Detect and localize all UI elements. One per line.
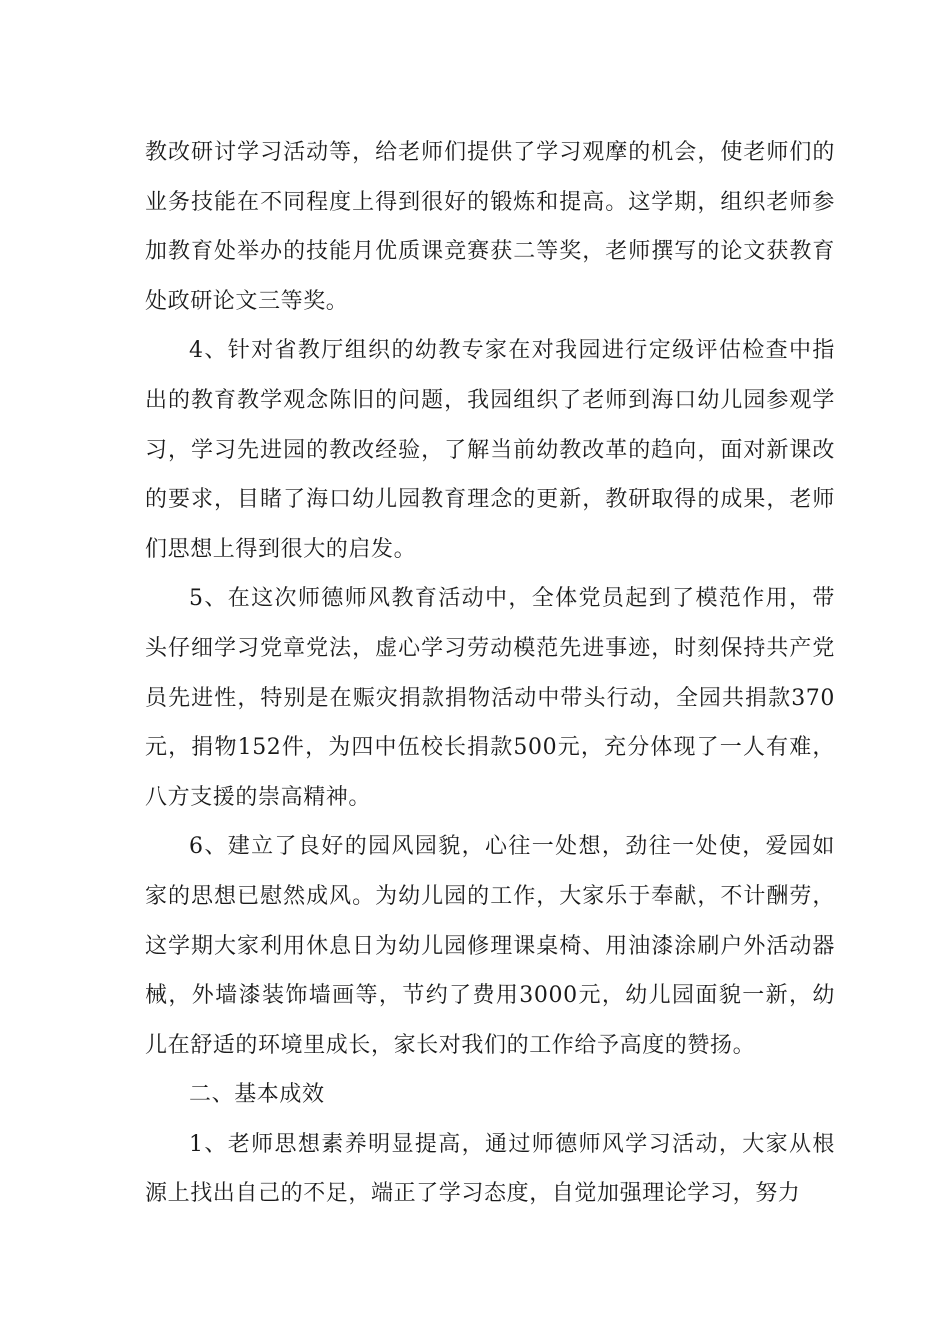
document-body (145, 128, 835, 1219)
paragraph-continued: 教改研讨学习活动等，给老师们提供了学习观摩的机会，使老师们的业务技能在不同程度上得到很好的锻炼和提高。这学期，组织老师参加教育处举办的技能月优质课竞赛获二等奖，老师撰写的论文获教育处政研论文三等奖。 (145, 140, 835, 314)
paragraph-item-4: 4、针对省教厅组织的幼教专家在对我园进行定级评估检查中指出的教育教学观念陈旧的问题，我园组织了老师到海口幼儿园参观学习，学习先进园的教改经验，了解当前幼教改革的趋向，面对新课改的要求，目睹了海口幼儿园教育理念的更新，教研取得的成果，老师们思想上得到很大的启发。 (145, 338, 835, 562)
section-heading-basic-results: 二、基本成效 (189, 1082, 325, 1108)
paragraph-item-5: 5、在这次师德师风教育活动中，全体党员起到了模范作用，带头仔细学习党章党法，虚心学习劳动模范先进事迹，时刻保持共产党员先进性，特别是在赈灾捐款捐物活动中带头行动，全园共捐款370元，捐物152件，为四中伍校长捐款500元，充分体现了一人有难，八方支援的崇高精神。 (145, 586, 835, 810)
paragraph-item-6: 6、建立了良好的园风园貌，心往一处想，劲往一处使，爱园如家的思想已慰然成风。为幼儿园的工作，大家乐于奉献，不计酬劳，这学期大家利用休息日为幼儿园修理课桌椅、用油漆涂刷户外活动器械，外墙漆装饰墙画等，节约了费用3000元，幼儿园面貌一新，幼儿在舒适的环境里成长，家长对我们的工作给予高度的赞扬。 (145, 834, 835, 1058)
paragraph-item-1: 1、老师思想素养明显提高，通过师德师风学习活动，大家从根源上找出自己的不足，端正了学习态度，自觉加强理论学习，努力 (145, 1131, 835, 1207)
